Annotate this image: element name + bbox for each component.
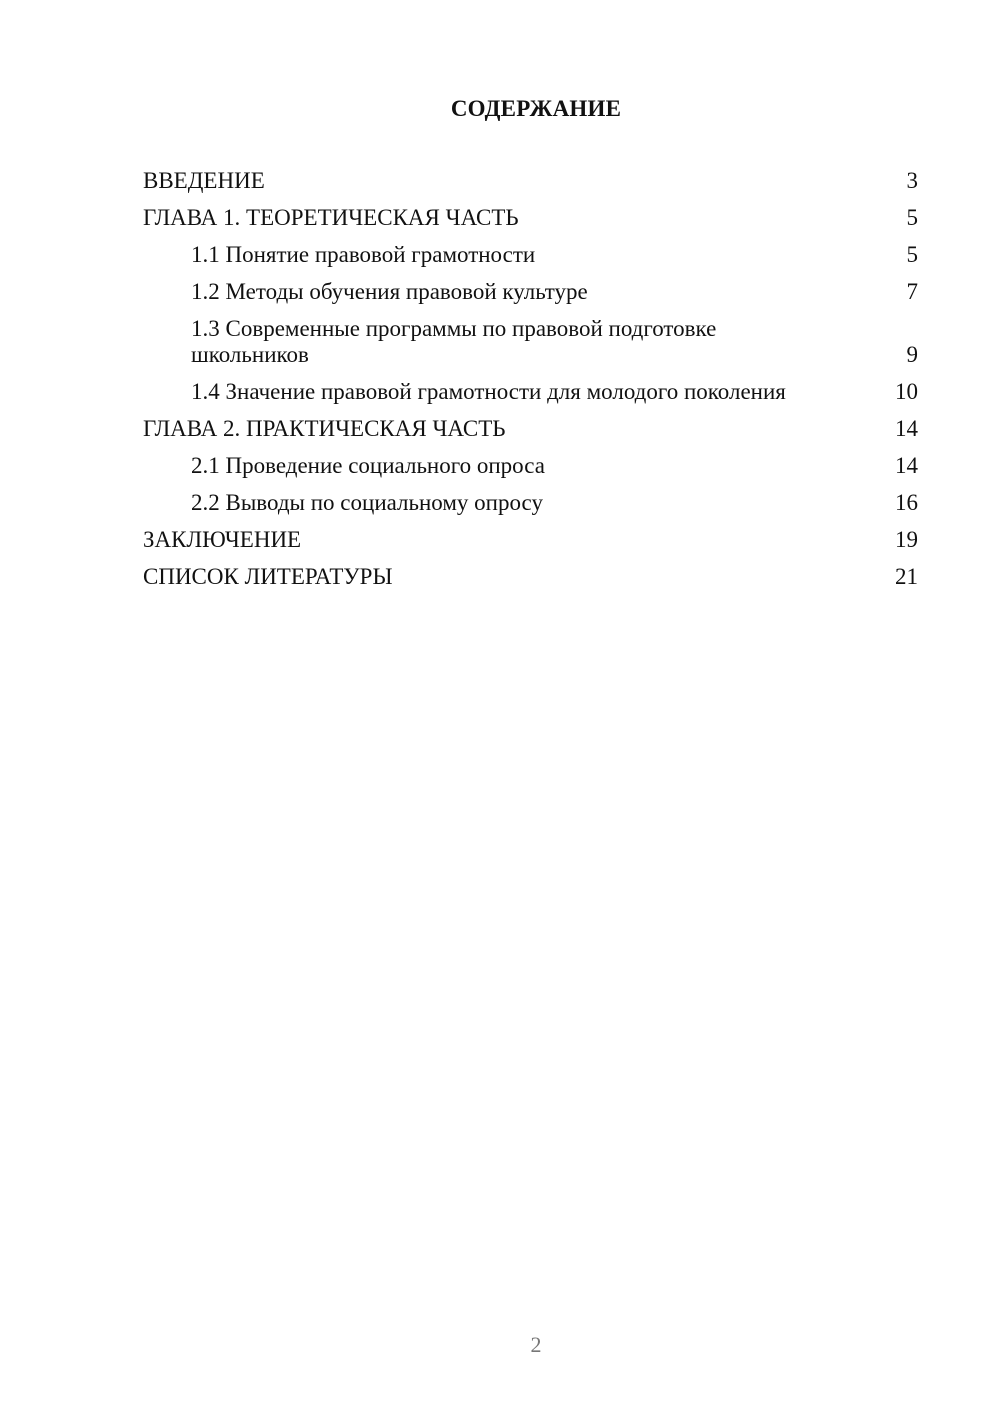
toc-entry-label: ГЛАВА 1. ТЕОРЕТИЧЕСКАЯ ЧАСТЬ [143,205,519,230]
toc-entry-chapter-2[interactable] [143,416,918,442]
toc-entry-page: 16 [895,490,918,515]
toc-entry-conclusion[interactable] [143,527,918,553]
toc-entry-section-1-2[interactable] [143,279,918,305]
toc-entry-section-1-3[interactable] [143,316,918,368]
toc-entry-label: 2.1 Проведение социального опроса [191,453,545,478]
toc-entry-label: 1.3 Современные программы по правовой подготовке школьников [191,316,717,367]
toc-entry-label: ГЛАВА 2. ПРАКТИЧЕСКАЯ ЧАСТЬ [143,416,506,441]
toc-entry-chapter-1[interactable] [143,205,918,231]
toc-entry-page: 19 [895,527,918,552]
toc-entry-section-1-1[interactable] [143,242,918,268]
toc-entry-label: 1.1 Понятие правовой грамотности [191,242,536,267]
toc-entry-page: 14 [895,416,918,441]
toc-entry-bibliography[interactable] [143,564,918,590]
page-number: 2 [530,1332,542,1357]
toc-entry-introduction[interactable] [143,168,918,194]
toc-entry-label: 1.2 Методы обучения правовой культуре [191,279,588,304]
toc-entry-page: 9 [906,342,918,367]
toc-entry-label: 1.4 Значение правовой грамотности для молодого поколения [191,379,786,404]
toc-entry-label: ВВЕДЕНИЕ [143,168,265,193]
toc-entry-section-2-2[interactable] [143,490,918,516]
toc-title: СОДЕРЖАНИЕ [450,96,622,121]
toc-entry-page: 14 [895,453,918,478]
toc-entry-section-2-1[interactable] [143,453,918,479]
toc-entry-page: 7 [906,279,918,304]
toc-entry-page: 10 [895,379,918,404]
toc-entry-page: 21 [895,564,918,589]
toc-entry-page: 5 [906,205,918,230]
toc-entry-page: 5 [906,242,918,267]
toc-entry-page: 3 [906,168,918,193]
toc-entry-label: СПИСОК ЛИТЕРАТУРЫ [143,564,393,589]
table-of-contents [143,168,918,601]
toc-entry-section-1-4[interactable] [143,379,918,405]
toc-entry-label: 2.2 Выводы по социальному опросу [191,490,543,515]
toc-entry-label: ЗАКЛЮЧЕНИЕ [143,527,302,552]
